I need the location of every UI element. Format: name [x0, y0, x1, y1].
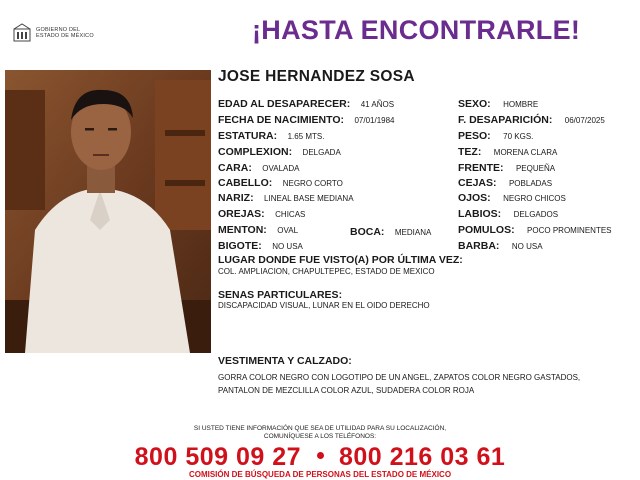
boca-label: BOCA:	[350, 226, 385, 238]
nariz-label: NARIZ:	[218, 192, 254, 204]
tez-value: MORENA CLARA	[493, 148, 558, 157]
fdes-value: 06/07/2025	[564, 116, 605, 125]
cara-label: CARA:	[218, 162, 252, 174]
commission-name: COMISIÓN DE BÚSQUEDA DE PERSONAS DEL ESTADO DE MÉXICO	[188, 470, 452, 479]
complexion-label: COMPLEXION:	[218, 146, 293, 158]
poster-title: ¡HASTA ENCONTRARLE!	[252, 15, 581, 45]
menton-label: MENTON:	[218, 224, 267, 236]
sexo-label: SEXO:	[458, 98, 491, 110]
cabello-value: NEGRO CORTO	[282, 179, 343, 188]
labios-label: LABIOS:	[458, 208, 502, 220]
frente-value: PEQUEÑA	[515, 164, 556, 173]
frente-label: FRENTE:	[458, 162, 504, 174]
sexo-value: HOMBRE	[503, 100, 539, 109]
lugar-value: COL. AMPLIACION, CHAPULTEPEC, ESTADO DE MEXICO	[218, 267, 435, 276]
labios-value: DELGADOS	[513, 210, 559, 219]
person-photo-illustration	[5, 70, 211, 353]
fnac-value: 07/01/1984	[354, 116, 395, 125]
edad-label: EDAD AL DESAPARECER:	[218, 98, 351, 110]
pomulos-value: POCO PROMINENTES	[527, 226, 612, 235]
complexion-value: DELGADA	[302, 148, 341, 157]
senas-label: SENAS PARTICULARES:	[218, 289, 343, 301]
footer-note	[0, 425, 640, 441]
field-boca	[350, 222, 431, 240]
peso-label: PESO:	[458, 130, 491, 142]
senas-value: DISCAPACIDAD VISUAL, LUNAR EN EL OIDO DERECHO	[218, 301, 430, 310]
cejas-value: POBLADAS	[508, 179, 553, 188]
boca-value: MEDIANA	[394, 228, 432, 237]
cara-value: OVALADA	[262, 164, 300, 173]
separator-dot-icon	[317, 452, 324, 459]
bigote-value: NO USA	[272, 242, 303, 251]
nariz-value: LINEAL BASE MEDIANA	[264, 194, 354, 203]
tez-label: TEZ:	[458, 146, 482, 158]
cabello-label: CABELLO:	[218, 177, 273, 189]
field-barba	[458, 236, 543, 254]
edad-value: 41 AÑOS	[360, 100, 395, 109]
estatura-value: 1.65 MTS.	[287, 132, 325, 141]
logo-text: GOBIERNO DEL ESTADO DE MÉXICO	[36, 26, 94, 39]
bigote-label: BIGOTE:	[218, 240, 262, 252]
pomulos-label: POMULOS:	[458, 224, 515, 236]
footer-note-line1: SI USTED TIENE INFORMACIÓN QUE SEA DE UTILIDAD PARA SU LOCALIZACIÓN,	[193, 425, 447, 432]
person-photo	[5, 70, 211, 353]
barba-value: NO USA	[511, 242, 543, 251]
cejas-label: CEJAS:	[458, 177, 497, 189]
fdes-label: F. DESAPARICIÓN:	[458, 114, 553, 126]
person-name: JOSE HERNANDEZ SOSA	[218, 68, 415, 85]
ojos-value: NEGRO CHICOS	[503, 194, 566, 203]
ojos-label: OJOS:	[458, 192, 491, 204]
vestimenta-value: GORRA COLOR NEGRO CON LOGOTIPO DE UN ANGEL, ZAPATOS COLOR NEGRO GASTADOS, PANTALON DE MEZCLILLA COLOR AZUL, SUDADERA COLOR ROJA	[218, 373, 581, 395]
phone-1[interactable]: 800 509 09 27	[134, 443, 302, 471]
orejas-label: OREJAS:	[218, 208, 265, 220]
government-logo	[12, 22, 122, 44]
barba-label: BARBA:	[458, 240, 500, 252]
orejas-value: CHICAS	[275, 210, 306, 219]
phone-numbers	[0, 443, 640, 472]
fnac-label: FECHA DE NACIMIENTO:	[218, 114, 344, 126]
menton-value: OVAL	[277, 226, 299, 235]
footer-note-line2: COMUNÍQUESE A LOS TELÉFONOS:	[263, 433, 377, 440]
vestimenta-label: VESTIMENTA Y CALZADO:	[218, 355, 352, 367]
field-bigote	[218, 236, 303, 254]
state-emblem-icon	[12, 23, 32, 43]
lugar-label: LUGAR DONDE FUE VISTO(A) POR ÚLTIMA VEZ:	[218, 254, 463, 266]
peso-value: 70 KGS.	[503, 132, 534, 141]
phone-2[interactable]: 800 216 03 61	[338, 443, 506, 471]
estatura-label: ESTATURA:	[218, 130, 278, 142]
